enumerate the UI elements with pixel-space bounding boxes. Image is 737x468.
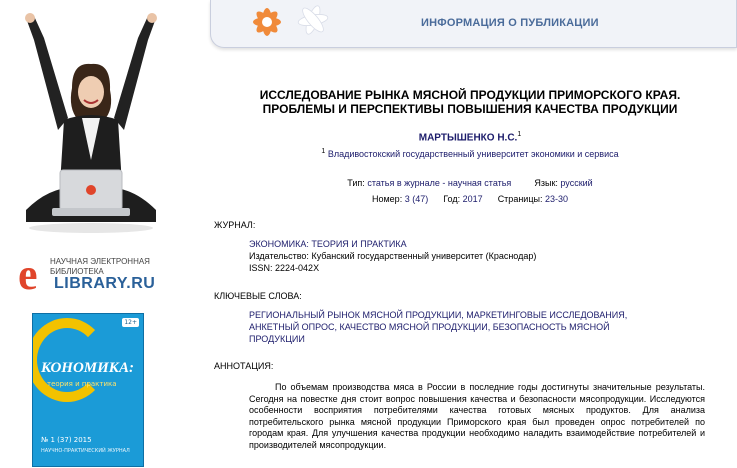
type-value: статья в журнале - научная статья bbox=[367, 178, 512, 188]
publisher-value: Кубанский государственный университет (Краснодар) bbox=[311, 251, 537, 261]
journal-info bbox=[249, 238, 699, 274]
number-value[interactable]: 3 (47) bbox=[404, 194, 429, 204]
year-label: Год: bbox=[443, 194, 461, 204]
publisher-label: Издательство: bbox=[249, 251, 309, 261]
year-value: 2017 bbox=[462, 194, 483, 204]
elibrary-e-letter: e bbox=[18, 250, 38, 299]
keywords-heading: КЛЮЧЕВЫЕ СЛОВА: bbox=[214, 291, 302, 301]
author-link[interactable]: МАРТЫШЕНКО Н.С. bbox=[418, 132, 518, 144]
flower-decoration-icon bbox=[235, 0, 355, 48]
cover-issue: № 1 (37) 2015 bbox=[41, 436, 92, 444]
cover-subtitle: теория и практика bbox=[47, 380, 117, 388]
cover-footer: НАУЧНО-ПРАКТИЧЕСКИЙ ЖУРНАЛ bbox=[41, 448, 130, 454]
publication-header bbox=[210, 0, 737, 48]
hero-illustration bbox=[16, 10, 166, 235]
meta-number-year-pages bbox=[210, 194, 730, 204]
keywords-line1[interactable]: РЕГИОНАЛЬНЫЙ РЫНОК МЯСНОЙ ПРОДУКЦИИ, МАРКЕТИНГОВЫЕ ИССЛЕДОВАНИЯ, bbox=[249, 310, 628, 320]
publisher-line bbox=[249, 250, 699, 262]
keywords-line3[interactable]: ПРОДУКЦИИ bbox=[249, 334, 305, 344]
meta-type-language bbox=[210, 178, 730, 188]
issn-value: 2224-042X bbox=[275, 263, 320, 273]
author-line bbox=[210, 131, 730, 143]
section-title: ИНФОРМАЦИЯ О ПУБЛИКАЦИИ bbox=[421, 17, 599, 29]
article-title bbox=[210, 88, 730, 116]
pages-value: 23-30 bbox=[544, 194, 568, 204]
article-title-line2: ПРОБЛЕМЫ И ПЕРСПЕКТИВЫ ПОВЫШЕНИЯ КАЧЕСТВА ПРОДУКЦИИ bbox=[262, 102, 678, 116]
article-title-line1: ИССЛЕДОВАНИЕ РЫНКА МЯСНОЙ ПРОДУКЦИИ ПРИМОРСКОГО КРАЯ. bbox=[259, 88, 681, 102]
journal-name-link[interactable]: ЭКОНОМИКА: ТЕОРИЯ И ПРАКТИКА bbox=[249, 239, 407, 249]
abstract-text: По объемам производства мяса в России в последние годы достигнуты значительные результаты. Сегодня на повестке дня стоит вопрос повышения качества и безопасности мясопродукции. Исследуются особенности восприятия потребителями качества готовых мясных продуктов. Для анализа потребительского рынка мясной продукции Приморского края был проведен опрос потребителей по городам края. Для улучшения качества продукции необходимо наладить взаимодействие потребителей и производителей мясопродукции. bbox=[249, 382, 705, 450]
affiliation-sup: 1 bbox=[321, 148, 326, 155]
issn-label: ISSN: bbox=[249, 263, 273, 273]
sidebar bbox=[0, 0, 200, 468]
language-value: русский bbox=[560, 178, 593, 188]
journal-heading: ЖУРНАЛ: bbox=[214, 220, 256, 230]
elibrary-logo[interactable] bbox=[18, 250, 168, 299]
affiliation-link[interactable]: Владивостокский государственный университет экономики и сервиса bbox=[327, 149, 619, 159]
logo-tagline-line2: БИБЛИОТЕКА bbox=[50, 267, 104, 276]
type-label: Тип: bbox=[347, 178, 365, 188]
issn-line bbox=[249, 262, 699, 274]
journal-cover-image[interactable] bbox=[32, 313, 144, 467]
language-label: Язык: bbox=[534, 178, 558, 188]
author-sup: 1 bbox=[517, 131, 522, 138]
pages-label: Страницы: bbox=[497, 194, 543, 204]
keywords-line2[interactable]: АНКЕТНЫЙ ОПРОС, КАЧЕСТВО МЯСНОЙ ПРОДУКЦИИ, БЕЗОПАСНОСТЬ МЯСНОЙ bbox=[249, 322, 610, 332]
logo-brand: LIBRARY.RU bbox=[54, 275, 156, 292]
keywords-list bbox=[249, 309, 699, 345]
cover-age-rating: 12+ bbox=[124, 319, 137, 326]
affiliation-line bbox=[210, 148, 730, 159]
cover-title: КОНОМИКА: bbox=[41, 360, 134, 376]
abstract-heading: АННОТАЦИЯ: bbox=[214, 361, 274, 371]
number-label: Номер: bbox=[371, 194, 403, 204]
logo-tagline-line1: НАУЧНАЯ ЭЛЕКТРОННАЯ bbox=[50, 257, 150, 266]
